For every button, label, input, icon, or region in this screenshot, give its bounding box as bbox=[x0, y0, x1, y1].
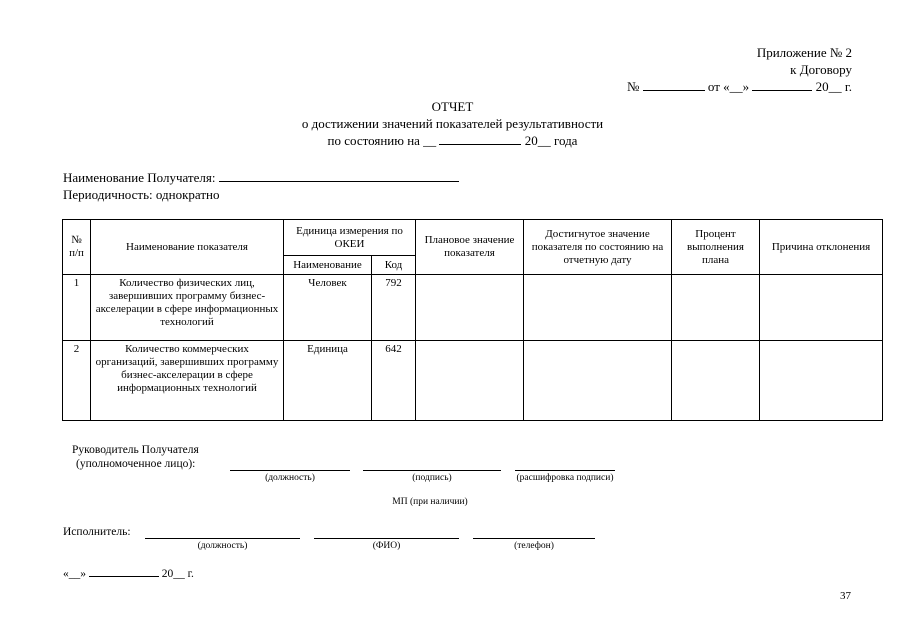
row-unit-code: 642 bbox=[372, 341, 416, 421]
report-date-blank bbox=[439, 144, 521, 145]
executor-position-line[interactable] bbox=[145, 538, 300, 539]
report-table bbox=[62, 219, 883, 421]
row-reason[interactable] bbox=[760, 341, 883, 421]
head-position-caption: (должность) bbox=[265, 473, 315, 483]
appendix-title: Приложение № 2 bbox=[756, 45, 852, 60]
executor-phone-line[interactable] bbox=[473, 538, 595, 539]
row-achieved[interactable] bbox=[524, 275, 672, 341]
row-unit-name: Единица bbox=[284, 341, 372, 421]
table-row bbox=[63, 275, 883, 341]
head-decoding-line[interactable] bbox=[515, 470, 615, 471]
executor-label: Исполнитель: bbox=[63, 526, 131, 538]
contract-number-prefix: № bbox=[626, 79, 640, 94]
head-decoding-caption: (расшифровка подписи) bbox=[516, 473, 614, 483]
row-indicator: Количество коммерческих организаций, завершивших программу бизнес-акселерации в сфере информационных технологий bbox=[91, 341, 284, 421]
head-label-line2: (уполномоченное лицо): bbox=[76, 458, 196, 470]
executor-position-caption: (должность) bbox=[197, 541, 248, 551]
table-header-row bbox=[63, 220, 883, 256]
header-unit-name: Наименование bbox=[284, 256, 372, 275]
head-signature-line[interactable] bbox=[363, 470, 501, 471]
row-indicator: Количество физических лиц, завершивших программу бизнес-акселерации в сфере информационных технологий bbox=[91, 275, 284, 341]
stamp-label: МП (при наличии) bbox=[392, 497, 468, 507]
header-unit: Единица измерения по ОКЕИ bbox=[284, 220, 416, 256]
row-num: 1 bbox=[63, 275, 91, 341]
row-planned[interactable] bbox=[416, 275, 524, 341]
row-unit-code: 792 bbox=[372, 275, 416, 341]
table-row bbox=[63, 341, 883, 421]
report-date-year: 20__ года bbox=[524, 133, 578, 148]
contract-date-year: 20__ г. bbox=[815, 79, 852, 94]
report-title: ОТЧЕТ bbox=[431, 99, 474, 114]
executor-phone-caption: (телефон) bbox=[514, 541, 554, 551]
recipient-name-label: Наименование Получателя: bbox=[63, 170, 216, 185]
row-num: 2 bbox=[63, 341, 91, 421]
row-unit-name: Человек bbox=[284, 275, 372, 341]
signature-date-blank[interactable] bbox=[89, 576, 159, 577]
contract-reference: к Договору bbox=[790, 62, 852, 77]
signature-date-year: 20__ г. bbox=[161, 568, 194, 580]
header-percent: Процент выполнения плана bbox=[672, 220, 760, 275]
report-date-prefix: по состоянию на __ bbox=[327, 133, 437, 148]
head-label-line1: Руководитель Получателя bbox=[72, 444, 199, 456]
head-position-line[interactable] bbox=[230, 470, 350, 471]
row-percent[interactable] bbox=[672, 275, 760, 341]
row-percent[interactable] bbox=[672, 341, 760, 421]
row-planned[interactable] bbox=[416, 341, 524, 421]
recipient-name-blank bbox=[219, 181, 459, 182]
periodicity: Периодичность: однократно bbox=[63, 187, 220, 202]
row-achieved[interactable] bbox=[524, 341, 672, 421]
contract-number-blank bbox=[643, 90, 705, 91]
recipient-name-line bbox=[63, 169, 459, 186]
header-planned: Плановое значение показателя bbox=[416, 220, 524, 275]
contract-date-prefix: от «__» bbox=[707, 79, 750, 94]
contract-number-line bbox=[627, 78, 852, 95]
contract-date-blank bbox=[752, 90, 812, 91]
executor-name-line[interactable] bbox=[314, 538, 459, 539]
header-unit-code: Код bbox=[372, 256, 416, 275]
header-reason: Причина отклонения bbox=[760, 220, 883, 275]
report-date-line bbox=[0, 132, 905, 149]
page-number: 37 bbox=[840, 590, 851, 602]
row-reason[interactable] bbox=[760, 275, 883, 341]
executor-name-caption: (ФИО) bbox=[372, 541, 401, 551]
report-subtitle: о достижении значений показателей результативности bbox=[301, 116, 604, 131]
head-signature-caption: (подпись) bbox=[412, 473, 452, 483]
signature-date-prefix: «__» bbox=[63, 568, 86, 580]
signature-date-line bbox=[63, 567, 194, 581]
header-num: № п/п bbox=[63, 220, 91, 275]
header-indicator: Наименование показателя bbox=[91, 220, 284, 275]
header-achieved: Достигнутое значение показателя по состоянию на отчетную дату bbox=[524, 220, 672, 275]
